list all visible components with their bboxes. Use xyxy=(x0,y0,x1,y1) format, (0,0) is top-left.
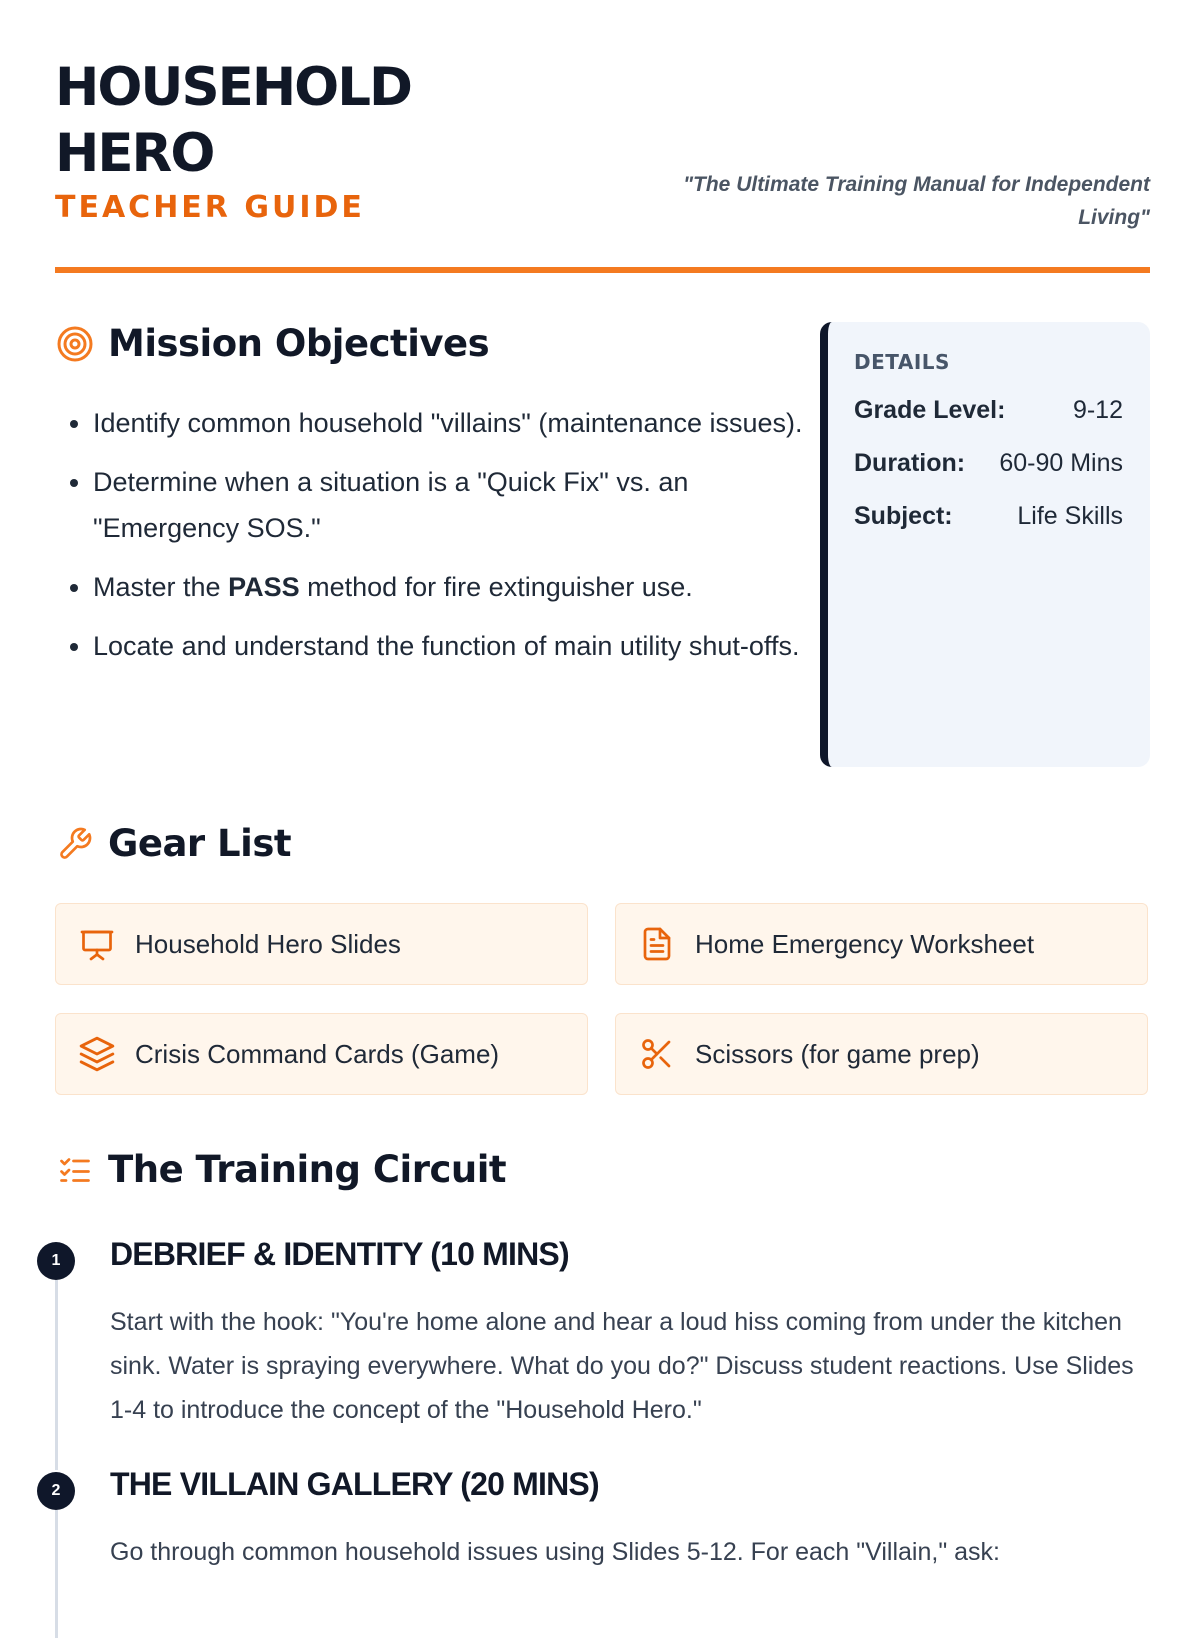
gear-item-label: Household Hero Slides xyxy=(135,928,401,959)
gear-item-cards xyxy=(55,1013,588,1095)
list-item xyxy=(93,564,813,610)
details-row-grade xyxy=(854,394,1123,426)
gear-item-slides xyxy=(55,903,588,985)
gear-heading xyxy=(55,822,291,865)
objective-text: Locate and understand the function of main utility shut-offs. xyxy=(93,631,800,661)
circuit-heading-text: The Training Circuit xyxy=(108,1148,507,1191)
list-item xyxy=(93,623,813,669)
scissors-icon xyxy=(638,1035,676,1073)
step-body: Start with the hook: "You're home alone and hear a loud hiss coming from under the kitchen sink. Water is spraying everywhere. What do you do?" Discuss student reactions. Use Slides 1-4 to introduce the concept of the "Household Hero." xyxy=(110,1308,1134,1424)
list-item xyxy=(93,400,813,446)
training-step-2 xyxy=(51,1466,1150,1600)
objective-emphasis: PASS xyxy=(228,572,300,602)
details-value: 60-90 Mins xyxy=(999,449,1123,477)
gear-item-worksheet xyxy=(615,903,1148,985)
step-body: Go through common household issues using Slides 5-12. For each "Villain," ask: xyxy=(110,1538,1000,1566)
details-row-subject xyxy=(854,500,1123,532)
gear-item-label: Scissors (for game prep) xyxy=(695,1038,980,1069)
details-value: Life Skills xyxy=(1017,502,1123,530)
page-title xyxy=(55,55,535,187)
checklist-icon xyxy=(55,1150,95,1190)
list-item xyxy=(93,459,813,551)
gear-item-label: Home Emergency Worksheet xyxy=(695,928,1035,959)
objective-text: Determine when a situation is a "Quick Fix" vs. an "Emergency SOS." xyxy=(93,467,689,543)
details-label: DETAILS xyxy=(854,350,950,374)
page-header xyxy=(55,55,1150,273)
title-line-2: HERO xyxy=(55,123,214,184)
step-title: DEBRIEF & IDENTITY (10 MINS) xyxy=(110,1236,569,1272)
details-row-duration xyxy=(854,447,1123,479)
step-title: THE VILLAIN GALLERY (20 MINS) xyxy=(110,1466,599,1502)
document-icon xyxy=(638,925,676,963)
gear-heading-text: Gear List xyxy=(108,822,292,865)
details-key: Duration: xyxy=(854,449,966,477)
timeline-line xyxy=(55,1510,58,1638)
layers-icon xyxy=(78,1035,116,1073)
teacher-guide-page xyxy=(51,0,1150,1600)
wrench-icon xyxy=(55,824,95,864)
objectives-heading xyxy=(55,322,489,365)
training-step-1 xyxy=(51,1236,1150,1432)
gear-item-scissors xyxy=(615,1013,1148,1095)
details-value: 9-12 xyxy=(1072,396,1123,424)
objective-text-before: Master the xyxy=(93,572,229,602)
page-subtitle: TEACHER GUIDE xyxy=(55,190,365,225)
presentation-icon xyxy=(78,925,116,963)
objective-text: Identify common household "villains" (maintenance issues). xyxy=(93,408,803,438)
objectives-heading-text: Mission Objectives xyxy=(108,322,490,365)
circuit-heading xyxy=(55,1148,506,1191)
details-key: Grade Level: xyxy=(854,396,1006,424)
page-tagline: "The Ultimate Training Manual for Independent Living" xyxy=(683,173,1150,229)
target-icon xyxy=(55,324,95,364)
step-number-badge: 1 xyxy=(37,1242,75,1280)
gear-item-label: Crisis Command Cards (Game) xyxy=(135,1038,500,1069)
timeline-line xyxy=(55,1280,58,1470)
objective-text-after: method for fire extinguisher use. xyxy=(299,572,693,602)
title-line-1: HOUSEHOLD xyxy=(55,57,412,118)
objectives-list xyxy=(55,400,813,682)
step-number-badge: 2 xyxy=(37,1472,75,1510)
details-key: Subject: xyxy=(854,502,953,530)
details-card xyxy=(820,322,1150,767)
